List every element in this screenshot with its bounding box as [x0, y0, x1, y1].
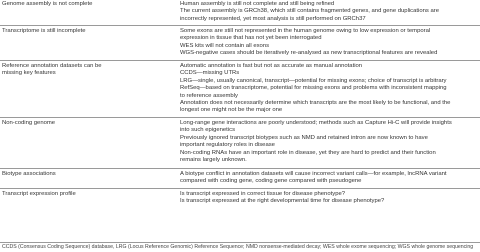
row-label-text: Transcriptome is still incomplete: [2, 28, 86, 34]
row-divider: [0, 188, 480, 189]
table-bottom-rule: [0, 242, 480, 243]
row-label-text: Biotype associations: [2, 171, 56, 177]
row-label-text: Reference annotation datasets can be: [2, 63, 102, 69]
detail-line: Non-coding RNAs have an important role in disease, yet they are hard to predict and their function: [180, 149, 436, 156]
row-label: [2, 191, 160, 198]
row-details: [180, 1, 478, 23]
row-label-text: Genome assembly is not complete: [2, 1, 93, 7]
row-divider: [0, 117, 480, 118]
row-label: [2, 28, 160, 35]
detail-line: RefSeq—based on transcriptome, potential for missing exons and problems with inconsistent mapping: [180, 85, 447, 92]
detail-line: into such epigenetics: [180, 127, 236, 134]
detail-line: A biotype conflict in annotation datasets will cause incorrect variant calls—for example, lncRNA variant: [180, 171, 447, 177]
detail-line: Is transcript expressed in correct tissue for disease phenotype?: [180, 191, 346, 197]
row-label: [2, 1, 160, 8]
row-divider: [0, 60, 480, 61]
detail-line: CCDS—missing UTRs: [180, 70, 240, 77]
detail-line: WGS-negative cases should be iteratively re-analysed as new transcriptional features are revealed: [180, 50, 438, 57]
row-divider: [0, 25, 480, 26]
detail-line: Some exons are still not represented in the human genome owing to low expression or temporal: [180, 28, 431, 34]
detail-line: Annotation does not necessarily determine which transcripts are the most likely to be functional, and the: [180, 100, 451, 107]
row-details: [180, 120, 478, 164]
detail-line: longest one might not be the major one: [180, 107, 283, 114]
detail-line: compared with coding gene, coding gene compared with pseudogene: [180, 178, 362, 185]
row-details: [180, 191, 478, 206]
detail-line: remains largely unknown.: [180, 157, 247, 164]
row-label-text: Transcript expression profile: [2, 191, 76, 197]
row-label: [2, 120, 160, 127]
detail-line: to reference assembly: [180, 92, 238, 99]
detail-line: Automatic annotation is fast but not as accurate as manual annotation: [180, 63, 363, 69]
detail-line: WES kits will not contain all exons: [180, 42, 270, 49]
row-label: [2, 63, 160, 78]
row-label-text: missing key features: [2, 70, 56, 77]
row-details: [180, 63, 478, 115]
row-label-text: Non-coding genome: [2, 120, 56, 126]
detail-line: incorrectly represented, yet most analysis is still performed on GRCh37: [180, 15, 366, 22]
row-label: [2, 171, 160, 178]
detail-line: The current assembly is GRCh38, which still contains fragmented genes, and gene duplications are: [180, 8, 439, 15]
table-footnote: CCDS (Consensus Coding Sequence) database, LRG (Locus Reference Genomic) Reference Sequence; NMD nonsense-mediated decay; WES whole exome sequencing; WGS whole genome sequencing: [2, 244, 474, 250]
detail-line: Previously ignored transcript biotypes such as NMD and retained intron are now known to have: [180, 134, 428, 141]
detail-line: Long-range gene interactions are poorly understood; methods such as Capture Hi-C will provide insights: [180, 120, 452, 126]
row-details: [180, 28, 478, 58]
detail-line: Is transcript expressed at the right developmental time for disease phenotype?: [180, 198, 385, 205]
row-details: [180, 171, 478, 186]
detail-line: Human assembly is still not complete and still being refined: [180, 1, 335, 7]
row-divider: [0, 168, 480, 169]
detail-line: LRG—single, usually canonical, transcript—potential for missing exons; choice of transcript is arbitrary: [180, 77, 447, 84]
detail-line: expression in tissue that has not yet been interrogated: [180, 35, 322, 42]
detail-line: important regulatory roles in disease: [180, 142, 275, 149]
